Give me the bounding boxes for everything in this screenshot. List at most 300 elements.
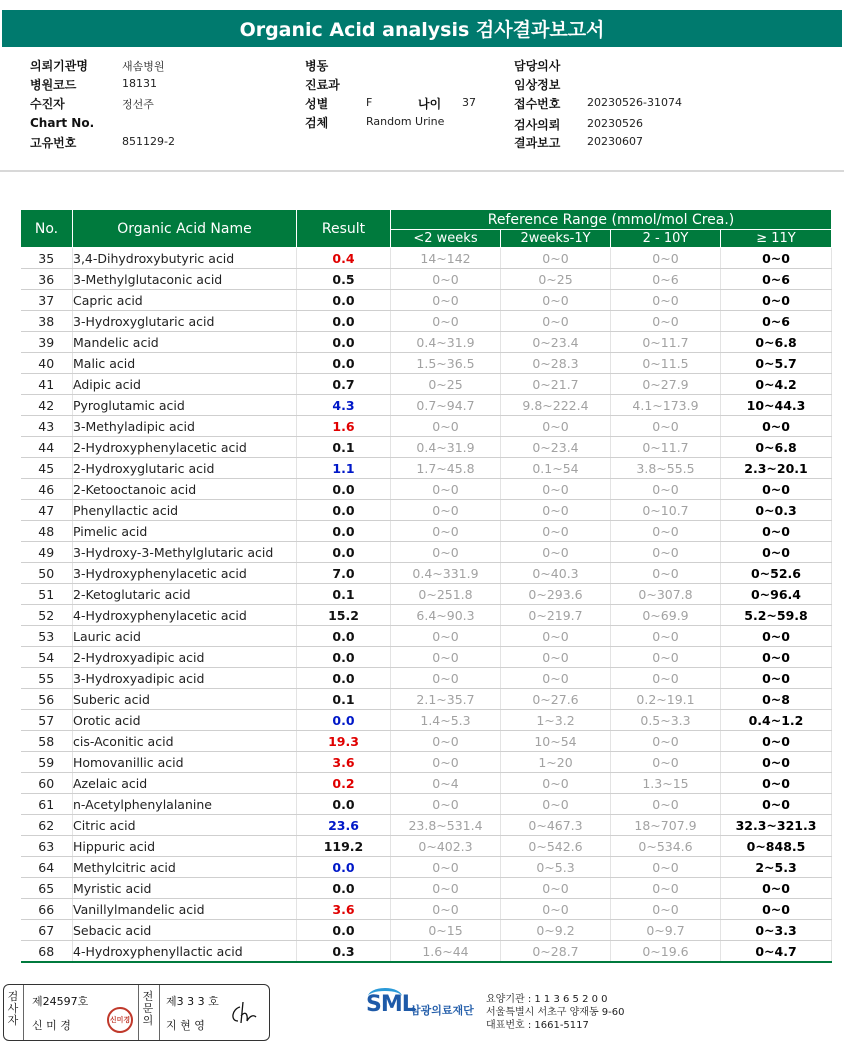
result-value: 1.1	[297, 458, 391, 479]
range-ge11y: 2~5.3	[721, 857, 832, 878]
acid-name: Pyroglutamic acid	[73, 395, 297, 416]
result-value: 7.0	[297, 563, 391, 584]
chart-no-label: Chart No.	[30, 116, 95, 130]
result-value: 0.1	[297, 689, 391, 710]
result-value: 0.0	[297, 353, 391, 374]
range-ge11y: 5.2~59.8	[721, 605, 832, 626]
acid-name: 2-Hydroxyphenylacetic acid	[73, 437, 297, 458]
range-ge11y: 0~0	[721, 731, 832, 752]
range-lt2weeks: 1.5~36.5	[391, 353, 501, 374]
result-value: 0.0	[297, 332, 391, 353]
acid-name: 3-Hydroxyglutaric acid	[73, 311, 297, 332]
range-ge11y: 0~6	[721, 269, 832, 290]
row-number: 60	[21, 773, 73, 794]
range-ge11y: 0.4~1.2	[721, 710, 832, 731]
table-row	[21, 584, 832, 605]
row-number: 59	[21, 752, 73, 773]
range-ge11y: 0~6	[721, 311, 832, 332]
range-lt2weeks: 0~0	[391, 542, 501, 563]
table-row	[21, 395, 832, 416]
row-number: 68	[21, 941, 73, 963]
table-row	[21, 878, 832, 899]
range-lt2weeks: 0~0	[391, 647, 501, 668]
range-lt2weeks: 0~0	[391, 416, 501, 437]
range-lt2weeks: 0~0	[391, 878, 501, 899]
row-number: 61	[21, 794, 73, 815]
acid-name: n-Acetylphenylalanine	[73, 794, 297, 815]
range-2weeks-1y: 0~0	[501, 416, 611, 437]
range-2-10y: 0~0	[611, 857, 721, 878]
row-number: 37	[21, 290, 73, 311]
row-number: 57	[21, 710, 73, 731]
report-date-value: 20230607	[587, 135, 643, 148]
range-2-10y: 0~19.6	[611, 941, 721, 963]
result-value: 0.0	[297, 710, 391, 731]
row-number: 51	[21, 584, 73, 605]
results-table	[20, 209, 832, 963]
row-number: 36	[21, 269, 73, 290]
range-lt2weeks: 6.4~90.3	[391, 605, 501, 626]
range-lt2weeks: 0~0	[391, 752, 501, 773]
table-row	[21, 941, 832, 963]
range-2weeks-1y: 0~0	[501, 626, 611, 647]
result-value: 0.3	[297, 941, 391, 963]
col-header-ge11y: ≥ 11Y	[721, 230, 832, 248]
lab-address: 서울특별시 서초구 양재동 9-60	[486, 1007, 625, 1018]
table-row	[21, 689, 832, 710]
row-number: 66	[21, 899, 73, 920]
table-row	[21, 731, 832, 752]
approver-name: 지 현 영	[166, 1019, 205, 1032]
range-lt2weeks: 0~0	[391, 899, 501, 920]
range-2weeks-1y: 0~0	[501, 290, 611, 311]
range-2weeks-1y: 0~23.4	[501, 332, 611, 353]
table-row	[21, 437, 832, 458]
logo-mark: SML	[366, 992, 415, 1017]
range-ge11y: 0~0	[721, 479, 832, 500]
result-value: 0.7	[297, 374, 391, 395]
range-ge11y: 0~0	[721, 521, 832, 542]
acid-name: cis-Aconitic acid	[73, 731, 297, 752]
range-2weeks-1y: 1~3.2	[501, 710, 611, 731]
range-ge11y: 0~0	[721, 626, 832, 647]
table-row	[21, 563, 832, 584]
range-2weeks-1y: 0~25	[501, 269, 611, 290]
result-value: 19.3	[297, 731, 391, 752]
row-number: 39	[21, 332, 73, 353]
result-value: 23.6	[297, 815, 391, 836]
acid-name: 3-Hydroxy-3-Methylglutaric acid	[73, 542, 297, 563]
range-lt2weeks: 0~0	[391, 521, 501, 542]
table-row	[21, 857, 832, 878]
range-2-10y: 0~0	[611, 899, 721, 920]
row-number: 58	[21, 731, 73, 752]
range-ge11y: 32.3~321.3	[721, 815, 832, 836]
col-header-reference: Reference Range (mmol/mol Crea.)	[391, 210, 832, 230]
institution-label: 의뢰기관명	[30, 59, 88, 73]
row-number: 46	[21, 479, 73, 500]
receipt-no-value: 20230526-31074	[587, 96, 682, 109]
patient-label: 수진자	[30, 97, 65, 111]
range-ge11y: 0~96.4	[721, 584, 832, 605]
acid-name: 3-Hydroxyadipic acid	[73, 668, 297, 689]
range-2-10y: 0~0	[611, 248, 721, 269]
row-number: 55	[21, 668, 73, 689]
result-value: 0.5	[297, 269, 391, 290]
result-value: 0.0	[297, 290, 391, 311]
range-ge11y: 0~6.8	[721, 332, 832, 353]
range-2-10y: 0~11.7	[611, 437, 721, 458]
range-2-10y: 0~6	[611, 269, 721, 290]
range-lt2weeks: 0~0	[391, 269, 501, 290]
range-2-10y: 0~0	[611, 752, 721, 773]
range-lt2weeks: 0.7~94.7	[391, 395, 501, 416]
row-number: 42	[21, 395, 73, 416]
receipt-no-label: 접수번호	[514, 97, 561, 111]
table-row	[21, 542, 832, 563]
ward-label: 병동	[305, 59, 329, 73]
report-date-label: 결과보고	[514, 136, 561, 150]
result-value: 0.0	[297, 479, 391, 500]
acid-name: Orotic acid	[73, 710, 297, 731]
range-lt2weeks: 1.4~5.3	[391, 710, 501, 731]
range-lt2weeks: 0~0	[391, 479, 501, 500]
range-2weeks-1y: 0~0	[501, 773, 611, 794]
range-2-10y: 0~69.9	[611, 605, 721, 626]
range-2-10y: 0~0	[611, 647, 721, 668]
range-lt2weeks: 0~0	[391, 311, 501, 332]
result-value: 0.0	[297, 521, 391, 542]
range-2weeks-1y: 0~467.3	[501, 815, 611, 836]
lab-code: 요양기관 : 1 1 3 6 5 2 0 0	[486, 994, 608, 1005]
result-value: 3.6	[297, 752, 391, 773]
divider	[0, 170, 844, 172]
result-value: 0.2	[297, 773, 391, 794]
hospital-code-label: 병원코드	[30, 78, 77, 92]
range-lt2weeks: 0.4~31.9	[391, 437, 501, 458]
range-2-10y: 0.5~3.3	[611, 710, 721, 731]
table-row	[21, 332, 832, 353]
range-2weeks-1y: 0~219.7	[501, 605, 611, 626]
col-header-result: Result	[297, 210, 391, 248]
range-ge11y: 0~8	[721, 689, 832, 710]
acid-name: 3-Methyladipic acid	[73, 416, 297, 437]
row-number: 65	[21, 878, 73, 899]
range-ge11y: 2.3~20.1	[721, 458, 832, 479]
unique-no-label: 고유번호	[30, 136, 77, 150]
range-2-10y: 3.8~55.5	[611, 458, 721, 479]
row-number: 50	[21, 563, 73, 584]
col-header-name: Organic Acid Name	[73, 210, 297, 248]
request-date-value: 20230526	[587, 117, 643, 130]
range-lt2weeks: 0~0	[391, 857, 501, 878]
patient-value: 정선주	[122, 98, 154, 111]
range-2-10y: 0.2~19.1	[611, 689, 721, 710]
range-lt2weeks: 0.4~331.9	[391, 563, 501, 584]
range-lt2weeks: 0~25	[391, 374, 501, 395]
range-lt2weeks: 0~0	[391, 626, 501, 647]
table-row	[21, 521, 832, 542]
unique-no-value: 851129-2	[122, 135, 175, 148]
sml-logo	[366, 990, 481, 1030]
table-row	[21, 752, 832, 773]
range-2weeks-1y: 0~0	[501, 878, 611, 899]
range-ge11y: 0~4.2	[721, 374, 832, 395]
range-2-10y: 0~27.9	[611, 374, 721, 395]
table-row	[21, 416, 832, 437]
range-2weeks-1y: 0~0	[501, 542, 611, 563]
result-value: 0.0	[297, 311, 391, 332]
acid-name: Azelaic acid	[73, 773, 297, 794]
approver-license: 제3 3 3 호	[166, 995, 219, 1008]
range-2weeks-1y: 0~293.6	[501, 584, 611, 605]
row-number: 63	[21, 836, 73, 857]
range-2weeks-1y: 0~0	[501, 500, 611, 521]
clinical-info-label: 임상정보	[514, 78, 561, 92]
row-number: 43	[21, 416, 73, 437]
acid-name: Mandelic acid	[73, 332, 297, 353]
acid-name: Phenyllactic acid	[73, 500, 297, 521]
table-row	[21, 290, 832, 311]
range-2weeks-1y: 0~23.4	[501, 437, 611, 458]
acid-name: 4-Hydroxyphenyllactic acid	[73, 941, 297, 963]
sex-label: 성별	[305, 97, 329, 111]
age-label: 나이	[418, 97, 442, 111]
range-ge11y: 0~848.5	[721, 836, 832, 857]
table-row	[21, 815, 832, 836]
approver-signature-icon	[226, 999, 264, 1029]
range-lt2weeks: 0~402.3	[391, 836, 501, 857]
table-row	[21, 311, 832, 332]
range-ge11y: 0~0.3	[721, 500, 832, 521]
range-2weeks-1y: 0~0	[501, 794, 611, 815]
range-ge11y: 0~0	[721, 878, 832, 899]
acid-name: 2-Hydroxyglutaric acid	[73, 458, 297, 479]
report-title: Organic Acid analysis 검사결과보고서	[2, 10, 842, 47]
specimen-value: Random Urine	[366, 115, 445, 128]
row-number: 56	[21, 689, 73, 710]
signature-box	[3, 984, 270, 1041]
acid-name: Pimelic acid	[73, 521, 297, 542]
table-row	[21, 626, 832, 647]
table-row	[21, 899, 832, 920]
acid-name: Myristic acid	[73, 878, 297, 899]
acid-name: Adipic acid	[73, 374, 297, 395]
range-2weeks-1y: 0~40.3	[501, 563, 611, 584]
acid-name: Suberic acid	[73, 689, 297, 710]
table-row	[21, 773, 832, 794]
range-2-10y: 4.1~173.9	[611, 395, 721, 416]
range-2weeks-1y: 0~0	[501, 248, 611, 269]
row-number: 67	[21, 920, 73, 941]
acid-name: Methylcitric acid	[73, 857, 297, 878]
acid-name: 3-Hydroxyphenylacetic acid	[73, 563, 297, 584]
range-ge11y: 0~0	[721, 794, 832, 815]
range-2weeks-1y: 10~54	[501, 731, 611, 752]
table-row	[21, 794, 832, 815]
acid-name: Capric acid	[73, 290, 297, 311]
range-2-10y: 18~707.9	[611, 815, 721, 836]
col-header-no: No.	[21, 210, 73, 248]
result-value: 0.4	[297, 248, 391, 269]
result-value: 1.6	[297, 416, 391, 437]
table-row	[21, 836, 832, 857]
range-ge11y: 0~0	[721, 647, 832, 668]
range-2-10y: 0~0	[611, 794, 721, 815]
acid-name: Vanillylmandelic acid	[73, 899, 297, 920]
row-number: 64	[21, 857, 73, 878]
lab-info	[486, 993, 625, 1032]
range-2-10y: 0~0	[611, 521, 721, 542]
result-value: 0.1	[297, 437, 391, 458]
range-2-10y: 0~0	[611, 416, 721, 437]
age-value: 37	[462, 96, 476, 109]
tester-license: 제24597호	[32, 995, 89, 1008]
range-ge11y: 0~3.3	[721, 920, 832, 941]
col-header-lt2weeks: <2 weeks	[391, 230, 501, 248]
range-lt2weeks: 0~4	[391, 773, 501, 794]
sex-value: F	[366, 96, 373, 109]
range-ge11y: 0~5.7	[721, 353, 832, 374]
table-row	[21, 500, 832, 521]
result-value: 0.1	[297, 584, 391, 605]
range-ge11y: 0~0	[721, 899, 832, 920]
doctor-label: 담당의사	[514, 59, 561, 73]
range-ge11y: 0~0	[721, 290, 832, 311]
result-value: 4.3	[297, 395, 391, 416]
range-2-10y: 0~0	[611, 626, 721, 647]
range-2-10y: 0~307.8	[611, 584, 721, 605]
range-2-10y: 0~0	[611, 668, 721, 689]
table-row	[21, 647, 832, 668]
acid-name: 2-Ketoglutaric acid	[73, 584, 297, 605]
range-2weeks-1y: 0~21.7	[501, 374, 611, 395]
org-name: 삼광의료재단	[410, 1004, 474, 1017]
range-ge11y: 0~0	[721, 248, 832, 269]
range-ge11y: 0~4.7	[721, 941, 832, 963]
range-lt2weeks: 0~0	[391, 731, 501, 752]
range-2-10y: 0~9.7	[611, 920, 721, 941]
range-2-10y: 0~0	[611, 290, 721, 311]
institution-value: 새솜병원	[122, 60, 165, 73]
table-row	[21, 605, 832, 626]
range-lt2weeks: 23.8~531.4	[391, 815, 501, 836]
row-number: 38	[21, 311, 73, 332]
acid-name: Citric acid	[73, 815, 297, 836]
range-2-10y: 0~10.7	[611, 500, 721, 521]
result-value: 0.0	[297, 542, 391, 563]
range-2weeks-1y: 1~20	[501, 752, 611, 773]
result-value: 119.2	[297, 836, 391, 857]
range-ge11y: 0~6.8	[721, 437, 832, 458]
row-number: 47	[21, 500, 73, 521]
result-value: 0.0	[297, 920, 391, 941]
range-2weeks-1y: 9.8~222.4	[501, 395, 611, 416]
row-number: 53	[21, 626, 73, 647]
range-2-10y: 0~0	[611, 731, 721, 752]
range-2-10y: 0~0	[611, 563, 721, 584]
range-2-10y: 0~11.5	[611, 353, 721, 374]
dept-label: 진료과	[305, 78, 340, 92]
range-ge11y: 0~52.6	[721, 563, 832, 584]
range-lt2weeks: 0~0	[391, 794, 501, 815]
row-number: 49	[21, 542, 73, 563]
range-ge11y: 0~0	[721, 773, 832, 794]
acid-name: Sebacic acid	[73, 920, 297, 941]
col-header-2weeks-1y: 2weeks-1Y	[501, 230, 611, 248]
table-row	[21, 458, 832, 479]
table-row	[21, 668, 832, 689]
range-2-10y: 0~11.7	[611, 332, 721, 353]
approver-label: 전문의	[142, 990, 154, 1027]
range-lt2weeks: 2.1~35.7	[391, 689, 501, 710]
row-number: 45	[21, 458, 73, 479]
row-number: 41	[21, 374, 73, 395]
range-2weeks-1y: 0~9.2	[501, 920, 611, 941]
result-value: 0.0	[297, 626, 391, 647]
range-2weeks-1y: 0~0	[501, 521, 611, 542]
range-lt2weeks: 1.6~44	[391, 941, 501, 963]
range-lt2weeks: 0~0	[391, 500, 501, 521]
range-2weeks-1y: 0~542.6	[501, 836, 611, 857]
result-value: 0.0	[297, 878, 391, 899]
range-2weeks-1y: 0~0	[501, 647, 611, 668]
result-value: 0.0	[297, 668, 391, 689]
hospital-code-value: 18131	[122, 77, 157, 90]
patient-info	[0, 54, 844, 174]
row-number: 52	[21, 605, 73, 626]
result-value: 15.2	[297, 605, 391, 626]
row-number: 40	[21, 353, 73, 374]
range-lt2weeks: 14~142	[391, 248, 501, 269]
range-2weeks-1y: 0~28.7	[501, 941, 611, 963]
row-number: 62	[21, 815, 73, 836]
row-number: 35	[21, 248, 73, 269]
acid-name: Lauric acid	[73, 626, 297, 647]
lab-phone: 대표번호 : 1661-5117	[486, 1020, 589, 1031]
range-2weeks-1y: 0~27.6	[501, 689, 611, 710]
table-row	[21, 920, 832, 941]
range-ge11y: 10~44.3	[721, 395, 832, 416]
result-value: 3.6	[297, 899, 391, 920]
tester-name: 신 미 경	[32, 1019, 71, 1032]
range-2-10y: 1.3~15	[611, 773, 721, 794]
acid-name: Hippuric acid	[73, 836, 297, 857]
table-row	[21, 248, 832, 269]
table-row	[21, 269, 832, 290]
acid-name: Malic acid	[73, 353, 297, 374]
specimen-label: 검체	[305, 116, 329, 130]
range-2weeks-1y: 0~0	[501, 899, 611, 920]
range-ge11y: 0~0	[721, 416, 832, 437]
range-lt2weeks: 0~15	[391, 920, 501, 941]
table-row	[21, 710, 832, 731]
range-lt2weeks: 0~251.8	[391, 584, 501, 605]
result-value: 0.0	[297, 794, 391, 815]
row-number: 54	[21, 647, 73, 668]
result-value: 0.0	[297, 500, 391, 521]
table-row	[21, 353, 832, 374]
request-date-label: 검사의뢰	[514, 118, 561, 132]
range-ge11y: 0~0	[721, 752, 832, 773]
row-number: 44	[21, 437, 73, 458]
acid-name: Homovanillic acid	[73, 752, 297, 773]
range-2weeks-1y: 0~0	[501, 479, 611, 500]
acid-name: 4-Hydroxyphenylacetic acid	[73, 605, 297, 626]
range-2-10y: 0~0	[611, 479, 721, 500]
row-number: 48	[21, 521, 73, 542]
acid-name: 2-Ketooctanoic acid	[73, 479, 297, 500]
